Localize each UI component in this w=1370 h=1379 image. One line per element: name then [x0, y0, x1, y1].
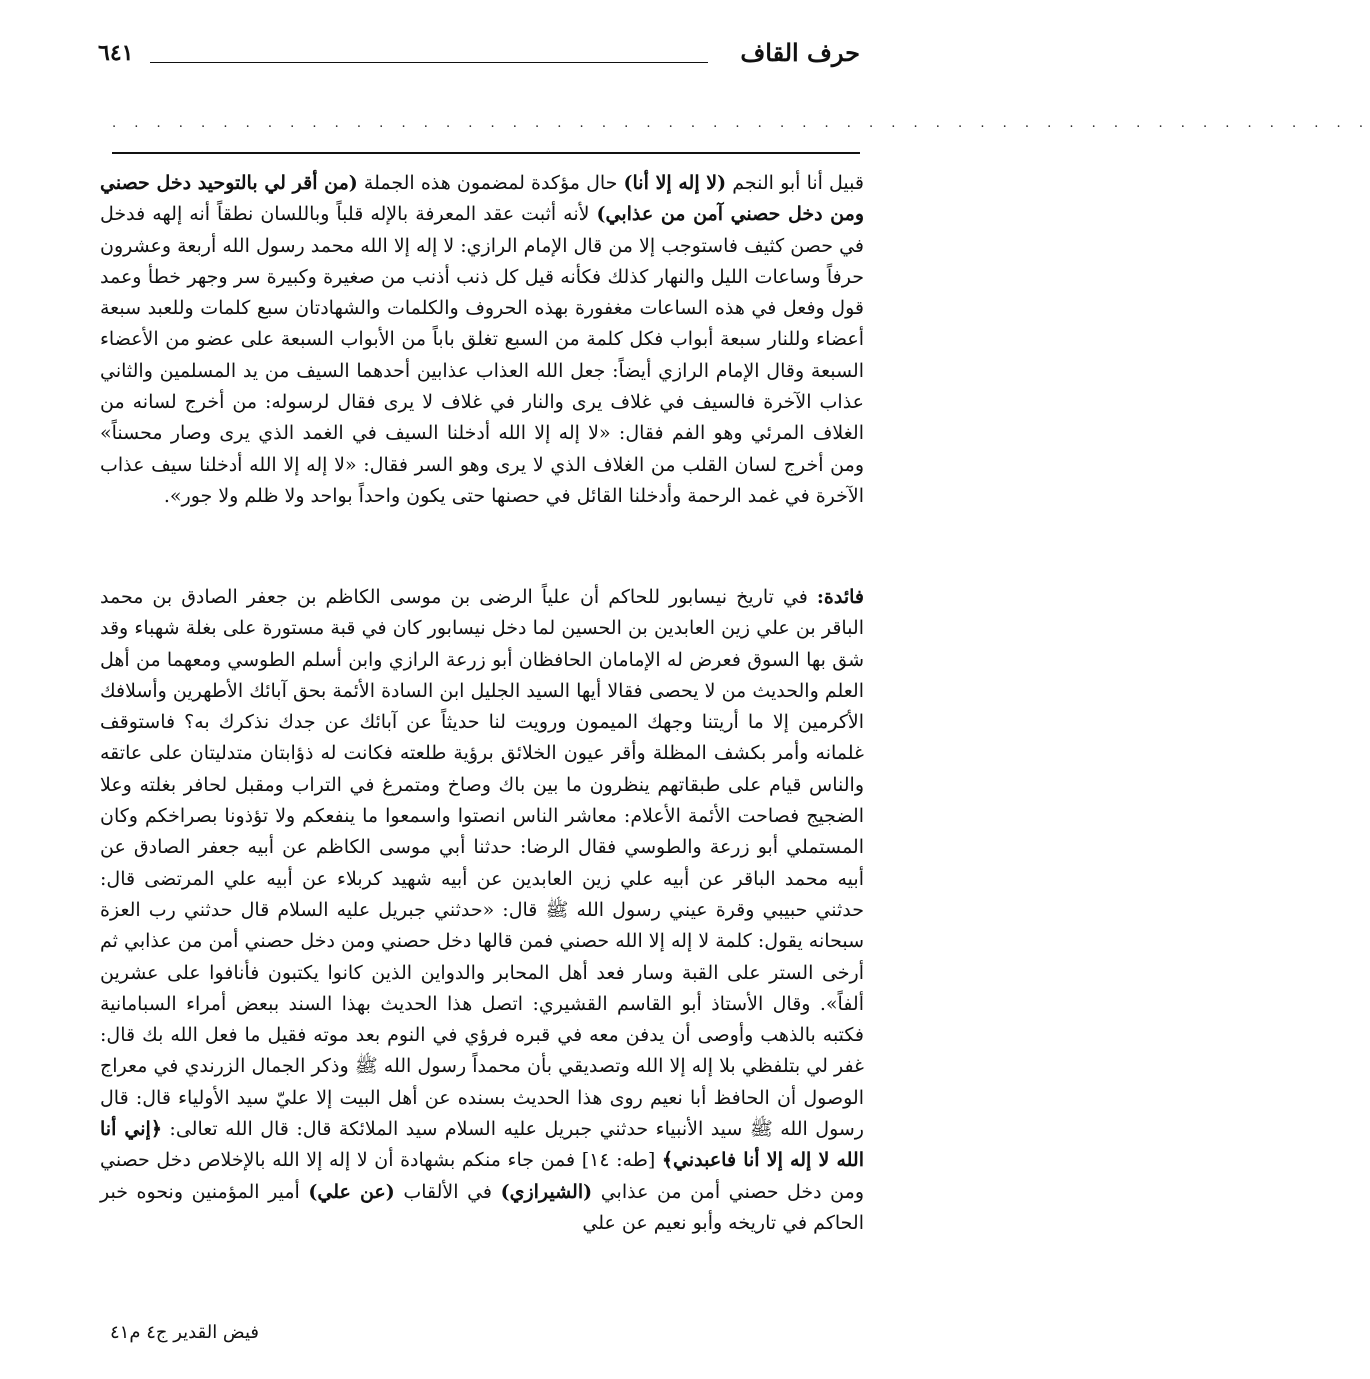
text-run: لأنه أثبت عقد المعرفة بالإله قلباً وباللسان نطقاً أنه إلهه فدخل في حصن كثيف فاستوجب إلا من قال الإمام الرازي: لا إله إلا الله محمد رسول الله أربعة وعشرون حرفاً وساعات الليل والنهار كذلك فكأنه قيل كل ذنب أذنب من صغيرة وكبيرة سر وجهر خطأ وعمد قول وفعل في هذه الساعات مغفورة بهذه الحروف والكلمات والشهادتان سبع كلمات وللعبد سبعة أعضاء وللنار سبعة أبواب فكل كلمة من السبع تغلق باباً من الأبواب السبعة على عضو من الأعضاء السبعة وقال الإمام الرازي أيضاً: جعل الله العذاب عذابين أحدهما السيف من يد المسلمين والثاني عذاب الآخرة فالسيف في غلاف يرى والنار في غلاف لا يرى فقال لرسوله: من أخرج لسانه من الغلاف المرئي وهو الفم فقال: «لا إله إلا الله أدخلنا السيف في الغمد الذي يرى وصار محسناً» ومن أخرج لسان القلب من الغلاف الذي لا يرى وهو السر فقال: «لا إله إلا الله أدخلنا سيف عذاب الآخرة في غمد الرحمة وأدخلنا القائل في حصنها حتى يكون واحداً بواحد ولا ظلم ولا جور».	[100, 203, 864, 507]
page-number: ٦٤١	[98, 40, 134, 66]
text-run: قبيل أنا أبو النجم	[726, 172, 864, 194]
dotted-separator: . . . . . . . . . . . . . . . . . . . . . . . . . . . . . . . . . . . . . . . . . . . . . . . . . . . . . . . . .	[112, 116, 1370, 131]
text-run: أمير المؤمنين ونحوه خبر الحاكم في تاريخه وأبو نعيم عن علي	[100, 1180, 864, 1234]
section-rule	[112, 152, 860, 154]
source-name: (الشيرازي)	[500, 1180, 593, 1203]
text-run: حال مؤكدة لمضمون هذه الجملة	[357, 172, 624, 194]
hadith-quote: (لا إله إلا أنا)	[623, 172, 727, 194]
paragraph-text	[100, 168, 864, 512]
text-run: في تاريخ نيسابور للحاكم أن علياً الرضى بن موسى الكاظم بن جعفر الصادق بن محمد الباقر بن علي زين العابدين بن الحسين لما دخل نيسابور كان في قبة مستورة على بغلة شهباء وقد شق بها السوق فعرض له الإمامان الحافظان أبو زرعة الرازي وابن أسلم الطوسي ومعهما من أهل العلم والحديث من لا يحصى فقالا أيها السيد الجليل ابن السادة الأئمة بحق آبائك الأطهرين وأسلافك الأكرمين إلا ما أريتنا وجهك الميمون ورويت لنا حديثاً عن آبائك عن جدك نذكرك به؟ فاستوقف غلمانه وأمر بكشف المظلة وأقر عيون الخلائق برؤية طلعته فكانت له ذؤابتان متدليتان على عاتقه والناس قيام على طبقاتهم ينظرون ما بين باك وصاخ ومتمرغ في التراب ومقبل لحافر بغلته وعلا الضجيج فصاحت الأئمة الأعلام: معاشر الناس انصتوا واسمعوا ما ينفعكم ولا تؤذونا بصراخكم وكان المستملي أبو زرعة والطوسي فقال الرضا: حدثنا أبي موسى الكاظم عن أبيه جعفر الصادق عن أبيه محمد الباقر عن أبيه علي زين العابدين عن أبيه شهيد كربلاء عن أبيه علي المرتضى قال: حدثني حبيبي وقرة عيني رسول الله ﷺ قال: «حدثني جبريل عليه السلام قال حدثني رب العزة سبحانه يقول: كلمة لا إله إلا الله حصني فمن قالها دخل حصني ومن دخل حصني أمن من عذابي ثم أرخى الستر على القبة وسار فعد أهل المحابر والدواين الذين كانوا يكتبون فأنافوا على عشرين ألفاً». وقال الأستاذ أبو القاسم القشيري: اتصل هذا الحديث بهذا السند ببعض أمراء السبامانية فكتبه بالذهب وأوصى أن يدفن معه في قبره فرؤي في النوم بعد موته فقيل ما فعل الله بك قال: غفر لي بتلفظي بلا إله إلا الله وتصديقي بأن محمداً رسول الله ﷺ وذكر الجمال الزرندي في معراج الوصول أن الحافظ أبا نعيم روى هذا الحديث بسنده عن أهل البيت إلا عليّ سيد الأولياء قال: قال رسول الله ﷺ سيد الأنبياء حدثني جبريل عليه السلام سيد الملائكة قال: قال الله تعالى:	[100, 586, 864, 1141]
commentary-paragraph-1	[100, 168, 864, 568]
note-label: فائدة:	[816, 586, 864, 608]
paragraph-text	[100, 582, 864, 1239]
printer-signature: فيض القدير ج٤ م٤١	[110, 1322, 260, 1343]
header-rule	[150, 62, 708, 63]
text-run: في الألقاب	[394, 1180, 501, 1203]
running-head-title: حرف القاف	[740, 38, 860, 67]
commentary-paragraph-2	[100, 582, 864, 1304]
hadith-quote: (من أقر لي بالتوحيد دخل حصني ومن دخل حصني آمن من عذابي)	[100, 172, 864, 226]
text-run: [طه: ١٤] فمن جاء منكم بشهادة أن لا إله إلا الله بالإخلاص دخل حصني ومن دخل حصني أمن من عذابي	[100, 1149, 864, 1203]
quran-quote: ﴿إني أنا الله لا إله إلا أنا فاعبدني﴾	[100, 1118, 865, 1172]
narrator-name: (عن علي)	[308, 1180, 395, 1203]
